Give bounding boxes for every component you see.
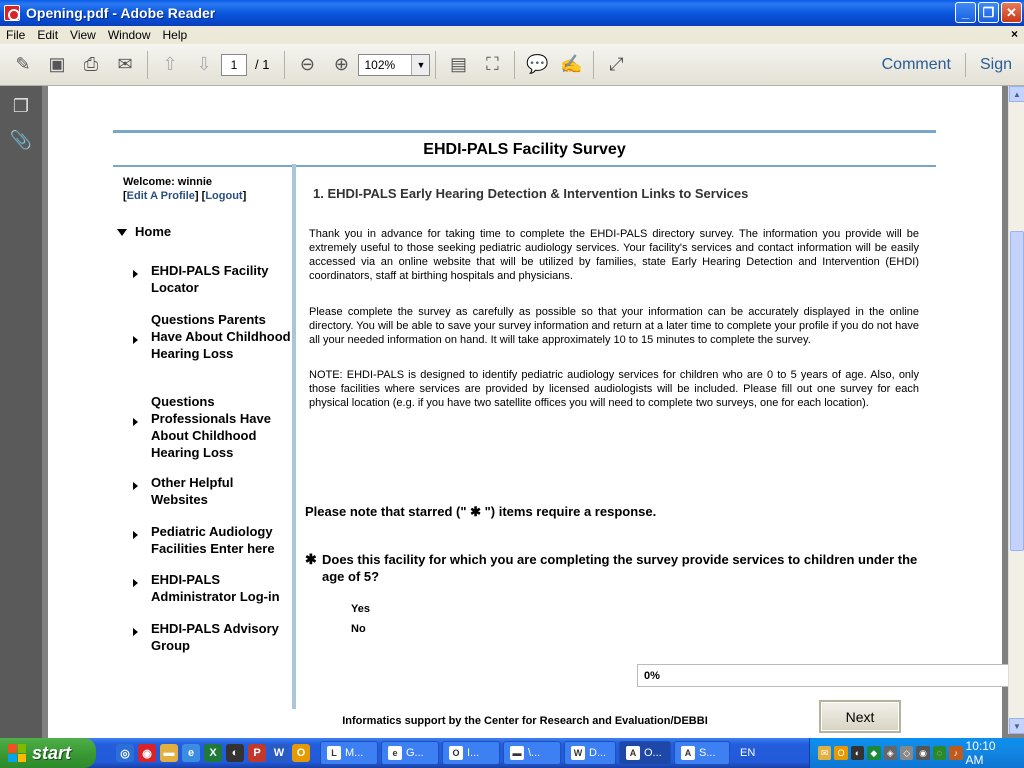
nav-link-label: EHDI-PALS Administrator Log-in (151, 572, 280, 604)
column-separator (292, 164, 296, 709)
nav-link-label: Pediatric Audiology Facilities Enter here (151, 524, 275, 556)
question-text: Does this facility for which you are completing the survey provide services to children under the age of 5? (322, 552, 918, 584)
task-button-active[interactable] (619, 741, 671, 765)
note-paragraph: NOTE: EHDI-PALS is designed to identify pediatric audiology services for children who are 0 to 5 years of age. Also, only those facilities where services are provided by licensed audiologists will be included. Please fill out one survey for each physical location (e.g. if you have two satellite offices you will need to complete two surveys, one for each location). (309, 369, 919, 409)
quick-launch (116, 744, 310, 762)
volume-icon[interactable]: ♪ (949, 746, 962, 760)
outlook-icon[interactable]: O (292, 744, 310, 762)
option-yes[interactable]: Yes (351, 603, 370, 615)
folder-icon[interactable]: ▬ (160, 744, 178, 762)
task-button[interactable] (564, 741, 616, 765)
edit-profile-link[interactable]: Edit A Profile (126, 190, 195, 202)
task-label: S... (699, 747, 716, 759)
outlook-icon[interactable]: O (834, 746, 847, 760)
tray-icon[interactable]: ◈ (884, 746, 897, 760)
pdf-page (48, 86, 1002, 738)
section-heading: 1. EHDI-PALS Early Hearing Detection & Intervention Links to Services (313, 186, 749, 201)
task-button[interactable] (320, 741, 378, 765)
chevron-down-icon[interactable]: ▼ (411, 55, 429, 75)
save-icon[interactable]: ▣ (48, 54, 66, 74)
nav-link-label: Questions Parents Have About Childhood Hearing Loss (151, 312, 291, 361)
scrollbar-thumb[interactable] (1010, 231, 1024, 551)
adobe-reader-icon (4, 5, 20, 21)
create-pdf-icon[interactable]: ✎ (15, 54, 31, 74)
nav-link-audiology-facilities[interactable] (133, 523, 291, 557)
pdf-icon: A (681, 746, 695, 760)
footer-text: Informatics support by the Center for Research and Evaluation/DEBBI (342, 715, 708, 727)
task-label: \... (528, 747, 541, 759)
title-bar (0, 0, 1024, 26)
word-icon: W (571, 746, 585, 760)
quick-launch-icon[interactable]: ◎ (116, 744, 134, 762)
nav-link-label: EHDI-PALS Advisory Group (151, 621, 279, 653)
zoom-in-icon[interactable]: ⊕ (333, 54, 350, 74)
taskbar (0, 738, 1024, 768)
nav-link-advisory-group[interactable] (133, 620, 291, 654)
question-1 (305, 551, 930, 585)
menu-edit[interactable]: Edit (37, 28, 59, 42)
page-number-input[interactable]: 1 (221, 54, 247, 76)
home-label: Home (135, 224, 172, 239)
required-star-icon: ✱ (305, 551, 317, 567)
minimize-button[interactable]: _ (955, 2, 976, 23)
progress-label: 0% (644, 670, 660, 682)
toolbar-right (868, 44, 1012, 86)
welcome-text: Welcome: winnie (123, 176, 213, 188)
profile-links: [Edit A Profile] [Logout] (123, 190, 247, 202)
document-close-button[interactable]: × (1010, 27, 1018, 41)
start-label: start (32, 742, 72, 763)
task-label: M... (345, 747, 364, 759)
scroll-up-icon[interactable]: ▲ (1009, 86, 1024, 102)
menu-file[interactable]: File (6, 28, 26, 42)
scroll-down-icon[interactable]: ▼ (1009, 718, 1024, 734)
task-label: D... (589, 747, 607, 759)
triangle-down-icon (117, 229, 127, 236)
lync-icon: L (327, 746, 341, 760)
ie-icon: e (388, 746, 402, 760)
powerpoint-icon[interactable]: P (248, 744, 266, 762)
nav-link-label: Questions Professionals Have About Childhood Hearing Loss (151, 394, 271, 460)
folder-icon: ▬ (510, 746, 524, 760)
network-icon[interactable]: ◆ (867, 746, 880, 760)
vertical-scrollbar[interactable] (1008, 86, 1024, 734)
attachments-paperclip-icon[interactable]: 📎 (9, 129, 33, 150)
mail-icon[interactable]: ✉ (818, 746, 831, 760)
home-link[interactable] (117, 224, 171, 239)
nav-link-helpful-websites[interactable] (133, 474, 291, 508)
nav-link-facility-locator[interactable] (133, 262, 291, 296)
ie-icon[interactable]: e (182, 744, 200, 762)
sticky-note-icon[interactable]: 💬 (526, 54, 549, 74)
triangle-right-icon (133, 579, 138, 587)
full-screen-icon[interactable]: ⤢ (609, 54, 624, 74)
close-button[interactable]: ✕ (1001, 2, 1022, 23)
zoom-value: 102% (364, 57, 396, 72)
zoom-select[interactable] (358, 54, 430, 76)
task-button[interactable] (503, 741, 561, 765)
toolbar-separator (147, 51, 148, 79)
menu-bar (0, 26, 1024, 44)
intro-paragraph: Thank you in advance for taking time to complete the EHDI-PALS directory survey. The information you provide will be extremely useful to those seeking pediatric audiology services. Your facility's services and contact information will be easily accessed via an online website that will be utilized by families, state Early Hearing Detection and Intervention (EHDI) coordinators, staff at birthing hospitals and physicians. (309, 228, 919, 282)
menu-view[interactable]: View (70, 28, 96, 42)
task-label: I... (467, 747, 480, 759)
fit-width-icon[interactable]: ⛶ (486, 54, 499, 74)
windows-flag-icon (8, 744, 26, 762)
task-button[interactable] (381, 741, 439, 765)
system-tray (809, 738, 1024, 768)
next-button[interactable]: Next (819, 700, 901, 733)
start-button[interactable] (0, 738, 96, 768)
page-total: / 1 (255, 57, 270, 72)
toolbar-separator (435, 51, 436, 79)
triangle-right-icon (133, 418, 138, 426)
menu-window[interactable]: Window (107, 28, 151, 42)
survey-header (113, 130, 936, 167)
nav-link-label: EHDI-PALS Facility Locator (151, 263, 269, 295)
language-indicator[interactable]: EN (740, 747, 756, 759)
pages-icon[interactable]: ❐ (12, 95, 30, 116)
toolbar-separator (593, 51, 594, 79)
task-label: G... (406, 747, 424, 759)
excel-icon[interactable]: X (204, 744, 222, 762)
nav-link-administrator-login[interactable] (133, 571, 291, 605)
previous-page-icon[interactable]: ⇧ (162, 54, 178, 74)
menu-help[interactable]: Help (162, 28, 188, 42)
triangle-right-icon (133, 482, 138, 490)
triangle-right-icon (133, 531, 138, 539)
zoom-out-icon[interactable]: ⊖ (299, 54, 316, 74)
progress-bar (637, 664, 1024, 687)
required-note: Please note that starred (" ✱ ") items require a response. (305, 504, 657, 519)
comment-button[interactable]: Comment (881, 56, 951, 73)
fit-page-icon[interactable]: ▤ (449, 54, 467, 74)
triangle-right-icon (133, 270, 138, 278)
highlight-text-icon[interactable]: ✍ (560, 54, 583, 74)
option-no[interactable]: No (351, 623, 366, 635)
toolbar-separator (514, 51, 515, 79)
survey-title: EHDI-PALS Facility Survey (423, 141, 626, 158)
triangle-right-icon (133, 628, 138, 636)
toolbar (0, 44, 1024, 86)
clock: 10:10 AM (965, 739, 996, 767)
quick-launch-icon[interactable]: ◐ (226, 744, 244, 762)
email-icon[interactable]: ✉ (117, 54, 133, 74)
window-title: Opening.pdf - Adobe Reader (26, 5, 216, 21)
window-controls (955, 2, 1022, 23)
outlook-icon: O (449, 746, 463, 760)
pdf-icon: A (626, 746, 640, 760)
print-icon[interactable]: ⎙ (83, 54, 99, 74)
nav-link-parents-questions[interactable] (133, 311, 291, 362)
next-page-icon[interactable]: ⇩ (196, 54, 212, 74)
instructions-paragraph: Please complete the survey as carefully as possible so that your information can be accurately displayed in the online directory. You will be able to save your survey information and return at a later time to complete your profile if you do not have all your needed information on hand. It will take approximately 10 to 15 minutes to complete the survey. (309, 306, 919, 346)
task-buttons (320, 741, 730, 765)
task-label: O... (644, 747, 662, 759)
tray-icon[interactable]: ◉ (916, 746, 929, 760)
maximize-button[interactable]: ❐ (978, 2, 999, 23)
header-rule (113, 165, 936, 167)
logout-link[interactable]: Logout (205, 190, 243, 202)
tray-icon[interactable]: ◌ (933, 746, 946, 760)
word-icon[interactable]: W (270, 744, 288, 762)
tray-icon[interactable]: ◇ (900, 746, 913, 760)
nav-link-professionals-questions[interactable] (133, 393, 291, 461)
toolbar-separator (284, 51, 285, 79)
quick-launch-icon[interactable]: ◉ (138, 744, 156, 762)
nav-link-label: Other Helpful Websites (151, 475, 234, 507)
document-area (42, 86, 1008, 738)
tray-icon[interactable]: ◐ (851, 746, 864, 760)
triangle-right-icon (133, 336, 138, 344)
navigation-pane (0, 86, 42, 738)
sign-button[interactable]: Sign (979, 56, 1012, 73)
task-button[interactable] (442, 741, 500, 765)
task-button[interactable] (674, 741, 730, 765)
